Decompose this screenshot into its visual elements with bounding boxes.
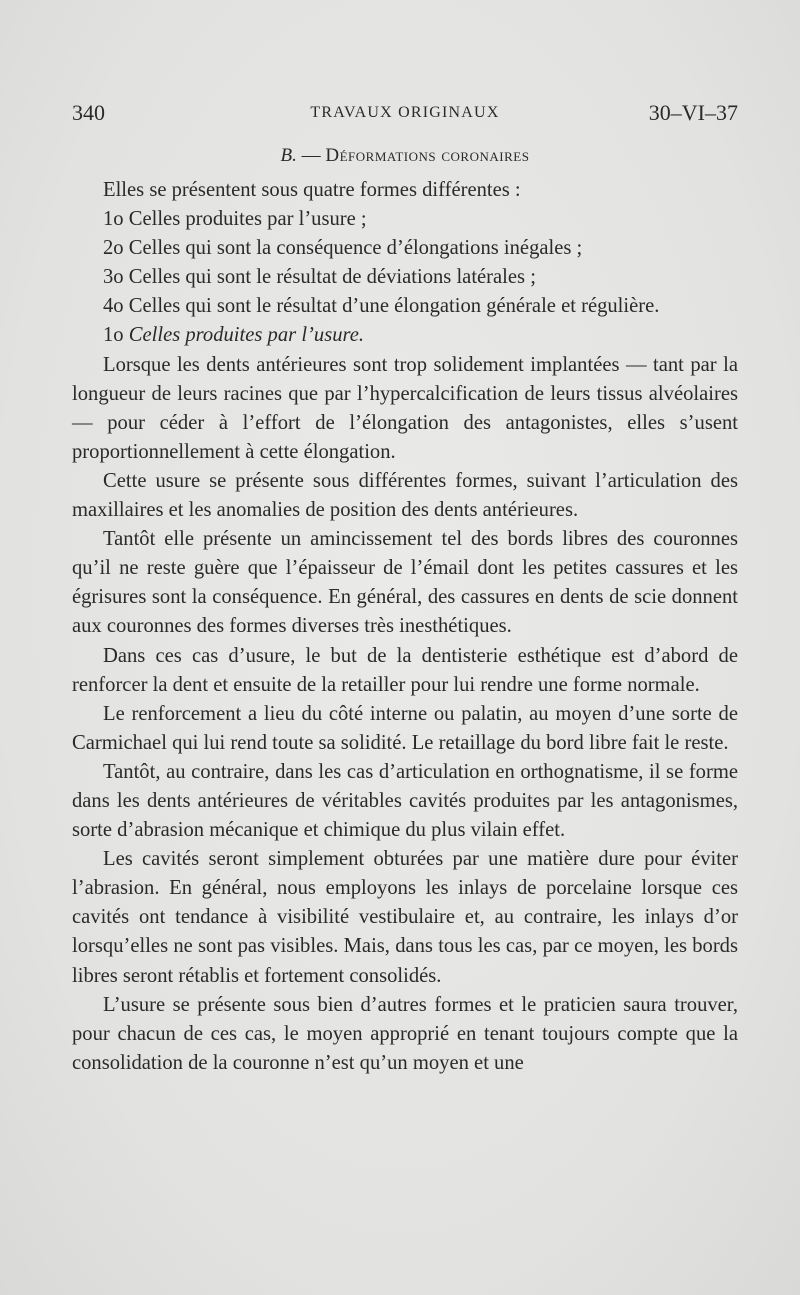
paragraph: Le renforcement a lieu du côté interne ou palatin, au moyen d’une sorte de Carmichael qui lui rend toute sa solidité. Le retaillage du bord libre fait le reste. bbox=[72, 702, 738, 754]
list-item: 1o Celles produites par l’usure ; bbox=[103, 208, 367, 231]
section-letter: B. bbox=[280, 145, 297, 166]
section-heading bbox=[72, 145, 738, 167]
body-text bbox=[72, 176, 738, 1078]
list-item: 3o Celles qui sont le résultat de déviations latérales ; bbox=[103, 266, 536, 289]
paragraph: L’usure se présente sous bien d’autres formes et le praticien saura trouver, pour chacun de ces cas, le moyen approprié en tenant toujours compte que la consolidation de la couronne n’est qu’un moyen et une bbox=[72, 993, 738, 1074]
subheading-text: Celles produites par l’usure. bbox=[128, 324, 365, 347]
subheading bbox=[72, 321, 738, 350]
paragraph: Dans ces cas d’usure, le but de la dentisterie esthétique est d’abord de renforcer la dent et ensuite de la retailler pour lui rendre une forme normale. bbox=[72, 644, 738, 696]
section-title: Déformations coronaires bbox=[325, 145, 530, 166]
paragraph: Les cavités seront simplement obturées par une matière dure pour éviter l’abrasion. En général, nous employons les inlays de porcelaine lorsque ces cavités ont tendance à visibilité vestibulaire et, au contraire, les inlays d’or lorsqu’elles ne sont pas visibles. Mais, dans tous les cas, par ce moyen, les bords libres seront rétablis et fortement consolidés. bbox=[72, 848, 738, 987]
header-date: 30–VI–37 bbox=[648, 100, 738, 125]
running-title: TRAVAUX ORIGINAUX bbox=[310, 104, 500, 121]
intro-paragraph: Elles se présentent sous quatre formes différentes : bbox=[103, 179, 521, 201]
running-header bbox=[72, 100, 738, 130]
subheading-number: 1o bbox=[103, 324, 124, 347]
paragraph: Lorsque les dents antérieures sont trop solidement implantées — tant par la longueur de leurs racines que par l’hypercalcification de leurs tissus alvéolaires — pour céder à l’effort de l’élongation des antagonistes, elles s’usent proportionnellement à cette élongation. bbox=[72, 353, 738, 463]
paragraph: Tantôt elle présente un amincissement tel des bords libres des couronnes qu’il ne reste guère que l’épaisseur de l’émail dont les petites cassures et les égrisures sont la conséquence. En général, des cassures en dents de scie donnent aux couronnes des formes diverses très inesthétiques. bbox=[72, 528, 738, 638]
list-item: 4o Celles qui sont le résultat d’une élongation générale et régulière. bbox=[103, 295, 660, 318]
paragraph: Tantôt, au contraire, dans les cas d’articulation en orthognatisme, il se forme dans les dents antérieures de véritables cavités produites par les antagonismes, sorte d’abrasion mécanique et chimique du plus vilain effet. bbox=[72, 760, 738, 842]
page-number: 340 bbox=[72, 100, 105, 125]
paragraph: Cette usure se présente sous différentes formes, suivant l’articulation des maxillaires et les anomalies de position des dents antérieures. bbox=[72, 469, 738, 522]
section-dash: — bbox=[296, 145, 326, 166]
list-item: 2o Celles qui sont la conséquence d’élongations inégales ; bbox=[103, 237, 583, 260]
